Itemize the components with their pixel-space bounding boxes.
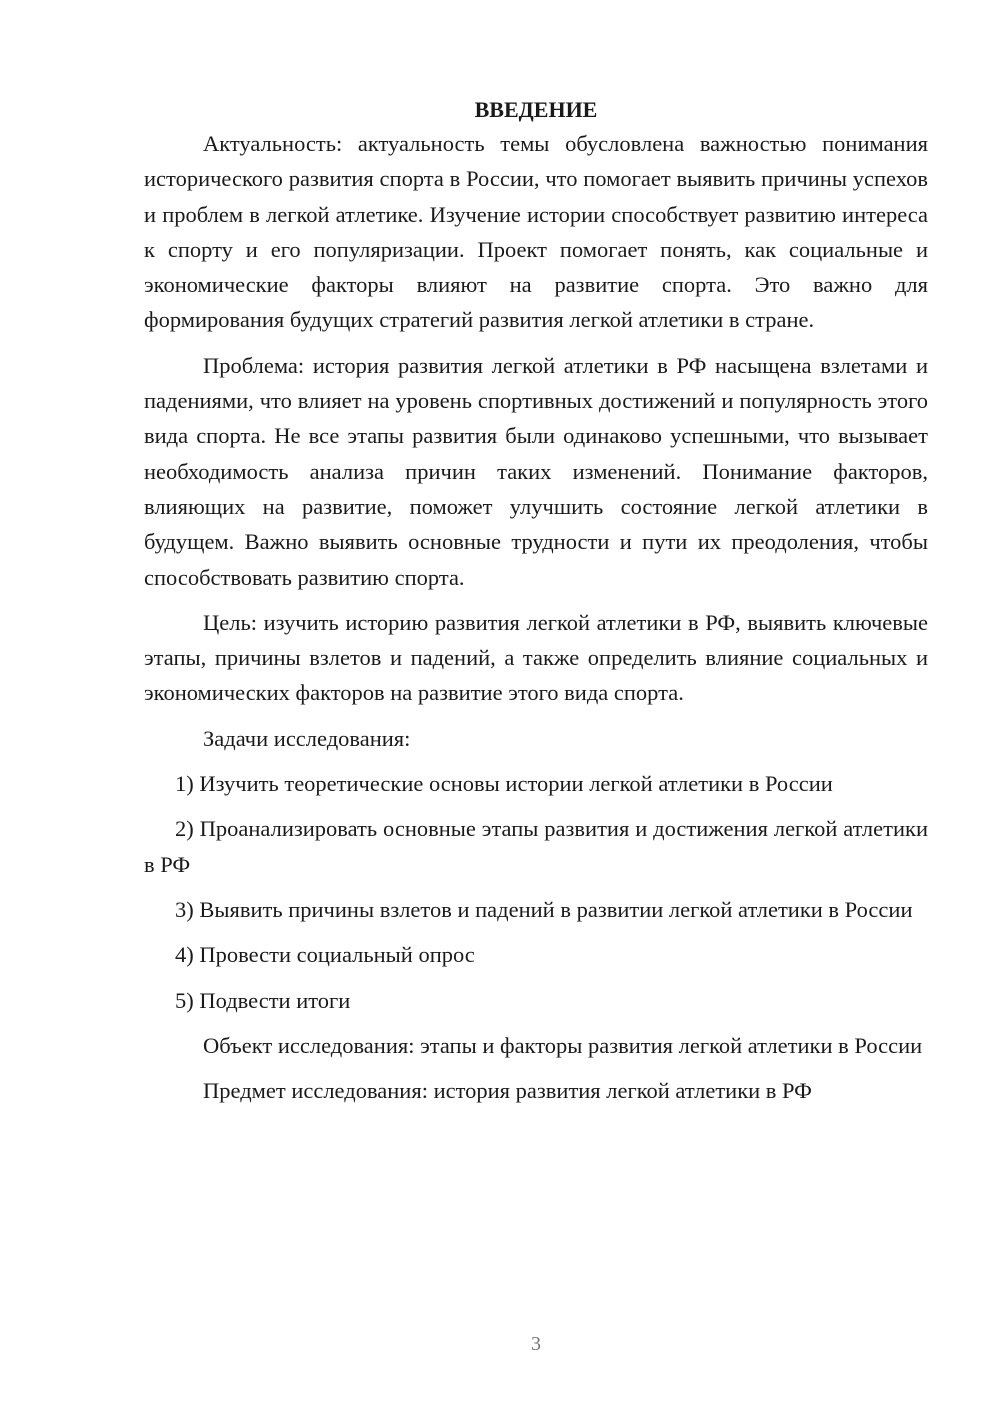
task-item-4: 4) Провести социальный опрос <box>175 942 475 968</box>
task-item-1: 1) Изучить теоретические основы истории легкой атлетики в России <box>175 771 833 797</box>
problem-paragraph: Проблема: история развития легкой атлетики в РФ насыщена взлетами и падениями, что влияет на уровень спортивных достижений и популярность этого вида спорта. Не все этапы развития были одинаково успешными, что вызывает необходимость анализа причин таких изменений. Понимание факторов, влияющих на развитие, поможет улучшить состояние легкой атлетики в будущем. Важно выявить основные трудности и пути их преодоления, чтобы способствовать развитию спорта. <box>144 352 928 590</box>
task-item-5: 5) Подвести итоги <box>175 987 351 1013</box>
section-title: ВВЕДЕНИЕ <box>474 97 598 122</box>
goal-paragraph: Цель: изучить историю развития легкой атлетики в РФ, выявить ключевые этапы, причины взлетов и падений, а также определить влияние социальных и экономических факторов на развитие этого вида спорта. <box>144 609 928 706</box>
document-page <box>144 92 928 1118</box>
research-subject-paragraph: Предмет исследования: история развития легкой атлетики в РФ <box>203 1078 812 1104</box>
research-object-paragraph: Объект исследования: этапы и факторы развития легкой атлетики в России <box>203 1032 923 1058</box>
page-number: 3 <box>531 1333 541 1355</box>
task-item-2: 2) Проанализировать основные этапы развития и достижения легкой атлетики в РФ <box>144 816 928 877</box>
task-item-3: 3) Выявить причины взлетов и падений в развитии легкой атлетики в России <box>175 896 913 922</box>
tasks-heading: Задачи исследования: <box>203 725 411 751</box>
relevance-paragraph: Актуальность: актуальность темы обусловлена важностью понимания исторического развития спорта в России, что помогает выявить причины успехов и проблем в легкой атлетике. Изучение истории способствует развитию интереса к спорту и его популяризации. Проект помогает понять, как социальные и экономические факторы влияют на развитие спорта. Это важно для формирования будущих стратегий развития легкой атлетики в стране. <box>144 131 928 333</box>
